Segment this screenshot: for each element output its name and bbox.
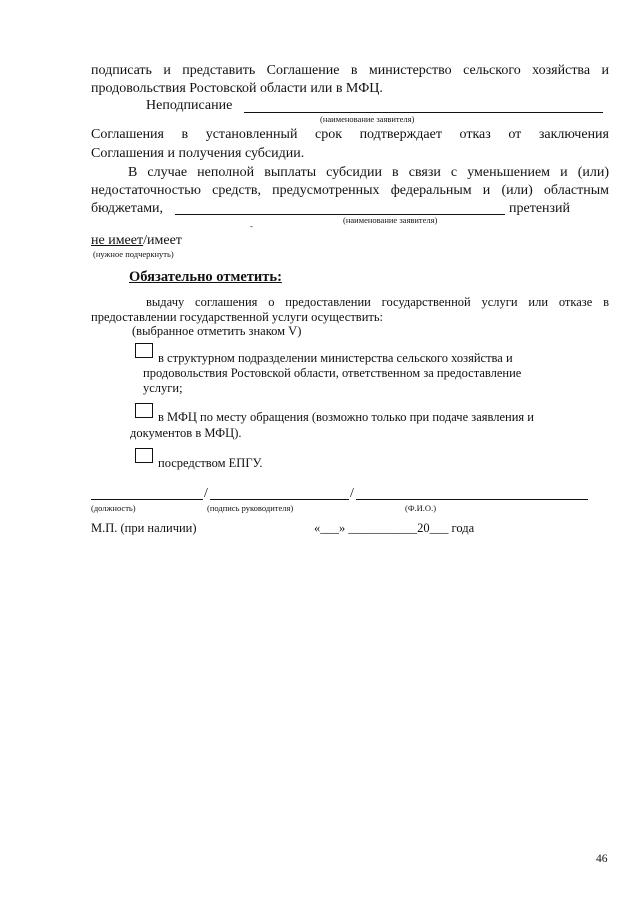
partial-line-1: В случае неполной выплаты субсидии в связи с уменьшением и (или) xyxy=(128,165,609,180)
mandatory-line-1: выдачу соглашения о предоставлении государственной услуги или отказе в xyxy=(146,295,609,309)
claims-separator: / xyxy=(143,233,147,248)
mandatory-hint: (выбранное отметить знаком V) xyxy=(132,324,302,338)
applicant-name-line-1 xyxy=(244,112,603,113)
claims-no: не имеет xyxy=(91,233,144,248)
applicant-name-caption-2: (наименование заявителя) xyxy=(343,215,438,225)
nonsigning-label: Неподписание xyxy=(146,98,233,113)
full-name-line xyxy=(356,499,588,500)
stamp-label: М.П. (при наличии) xyxy=(91,521,197,535)
date-year-blank: 20___ xyxy=(417,521,449,535)
claims-choice xyxy=(91,234,182,248)
date-day-blank: «___» xyxy=(314,521,346,535)
small-dot: - xyxy=(250,221,253,231)
option-epgu-checkbox[interactable] xyxy=(135,448,153,463)
option-1-line-3: услуги; xyxy=(143,381,183,395)
intro-line-1: подписать и представить Соглашение в министерство сельского хозяйства и xyxy=(91,63,609,78)
option-1-line-1: в структурном подразделении министерства сельского хозяйства и xyxy=(158,351,513,365)
position-caption: (должность) xyxy=(91,503,136,513)
full-name-caption: (Ф.И.О.) xyxy=(405,503,437,513)
page-number: 46 xyxy=(596,853,608,865)
position-line xyxy=(91,499,203,500)
nonsigning-line-2: Соглашения и получения субсидии. xyxy=(91,146,305,161)
date-day xyxy=(314,522,474,535)
date-year-suffix: года xyxy=(451,521,475,535)
option-1-line-2: продовольствия Ростовской области, ответственном за предоставление xyxy=(143,366,522,380)
intro-line-2: продовольствия Ростовской области или в МФЦ. xyxy=(91,81,383,96)
option-3-line-1: посредством ЕПГУ. xyxy=(158,456,263,470)
claims-hint: (нужное подчеркнуть) xyxy=(93,249,174,259)
mandatory-heading: Обязательно отметить: xyxy=(129,269,282,285)
applicant-name-caption-1: (наименование заявителя) xyxy=(320,114,415,124)
nonsigning-line-1: Соглашения в установленный срок подтверждает отказ от заключения xyxy=(91,127,609,142)
signature-line xyxy=(210,499,349,500)
option-2-line-1: в МФЦ по месту обращения (возможно только при подаче заявления и xyxy=(158,410,534,424)
partial-line-3-end: претензий xyxy=(509,201,571,216)
signature-separator-2: / xyxy=(350,486,354,501)
partial-line-3-start: бюджетами, xyxy=(91,201,164,216)
mandatory-line-2: предоставлении государственной услуги осуществить: xyxy=(91,310,384,324)
signature-separator-1: / xyxy=(204,486,208,501)
option-2-line-2: документов в МФЦ). xyxy=(130,426,242,440)
claims-yes: имеет xyxy=(147,233,182,248)
option-structural-checkbox[interactable] xyxy=(135,343,153,358)
date-month-blank: ___________ xyxy=(348,521,418,535)
applicant-name-line-2 xyxy=(175,214,505,215)
partial-line-2: недостаточностью средств, предусмотренных федеральным и (или) областным xyxy=(91,183,609,198)
option-mfc-checkbox[interactable] xyxy=(135,403,153,418)
signature-caption: (подпись руководителя) xyxy=(207,503,294,513)
